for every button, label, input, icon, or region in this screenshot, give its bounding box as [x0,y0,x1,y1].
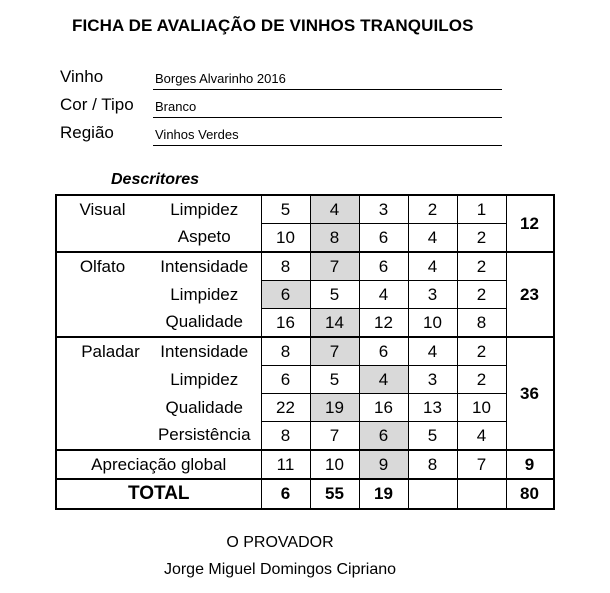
section-label-empty [56,366,148,394]
score-cell: 8 [408,450,457,479]
field-value: Vinhos Verdes [153,125,502,146]
total-label: TOTAL [127,483,190,504]
section-label-empty [56,224,148,253]
row-label: Limpidez [170,284,239,304]
score-cell: 2 [457,252,506,281]
section-paladar [56,337,554,450]
score-cell: 2 [457,224,506,253]
score-cell: 4 [408,252,457,281]
field-label: Cor / Tipo [60,95,134,114]
table-row [56,309,554,338]
table-row [56,337,554,366]
score-cell: 10 [310,450,359,479]
score-cell-selected: 4 [310,195,359,224]
descritores-heading: Descritores [111,171,200,188]
section-total: 9 [524,454,535,474]
score-cell: 2 [457,281,506,309]
field-value: Branco [153,97,502,118]
field-label: Região [60,123,114,142]
section-label-empty [56,309,148,338]
score-cell: 4 [408,337,457,366]
total-cell: 55 [310,479,359,509]
table-row [56,281,554,309]
field-cor-tipo [60,90,502,118]
row-label: Limpidez [170,199,239,219]
section-label: Visual [79,199,126,219]
section-olfato [56,252,554,337]
score-cell-selected: 4 [359,366,408,394]
table-row [56,195,554,224]
score-cell: 13 [408,394,457,422]
score-cell: 6 [359,252,408,281]
section-total: 36 [520,383,539,403]
table-row [56,450,554,479]
total-cell [408,479,457,509]
grand-total: 80 [520,484,539,503]
score-cell: 2 [457,366,506,394]
row-label: Aspeto [177,227,231,247]
section-label-empty [56,394,148,422]
table-row [56,366,554,394]
section-visual [56,195,554,252]
total-cell: 19 [359,479,408,509]
score-cell: 11 [261,450,310,479]
field-regiao [60,118,502,146]
row-label: Qualidade [165,312,243,332]
score-cell: 1 [457,195,506,224]
score-cell: 22 [261,394,310,422]
score-cell: 3 [408,281,457,309]
score-cell: 8 [261,252,310,281]
section-label: Olfato [79,256,126,276]
score-cell: 7 [457,450,506,479]
section-label-empty [56,281,148,309]
row-label: Intensidade [160,341,249,361]
footer-role: O PROVADOR [226,534,334,551]
score-cell: 6 [359,337,408,366]
score-cell: 2 [408,195,457,224]
row-label: Persistência [157,425,251,445]
score-cell: 10 [261,224,310,253]
evaluation-table [55,194,555,510]
score-cell-selected: 6 [261,281,310,309]
score-cell: 3 [408,366,457,394]
score-cell: 6 [359,224,408,253]
section-total: 12 [520,213,539,233]
table-row [56,252,554,281]
field-label: Vinho [60,67,104,86]
table-row [56,224,554,253]
score-cell-selected: 7 [310,337,359,366]
table-row [56,422,554,451]
score-cell: 6 [261,366,310,394]
score-cell: 10 [408,309,457,338]
score-cell: 4 [457,422,506,451]
table-row [56,394,554,422]
score-cell: 8 [457,309,506,338]
section-label: Paladar [81,341,140,361]
score-cell: 3 [359,195,408,224]
score-cell: 7 [310,422,359,451]
score-cell-selected: 14 [310,309,359,338]
total-cell: 6 [261,479,310,509]
score-cell: 5 [261,195,310,224]
score-cell: 8 [261,422,310,451]
score-cell: 4 [408,224,457,253]
score-cell: 12 [359,309,408,338]
field-vinho [60,62,502,90]
row-label: Limpidez [170,369,239,389]
section-label-empty [56,422,148,451]
section-total: 23 [520,284,539,304]
row-label: Qualidade [165,397,243,417]
section-total [56,479,554,509]
row-label: Intensidade [160,256,249,276]
score-cell: 16 [261,309,310,338]
score-cell: 8 [261,337,310,366]
score-cell-selected: 9 [359,450,408,479]
score-cell-selected: 6 [359,422,408,451]
score-cell-selected: 8 [310,224,359,253]
score-cell: 5 [310,281,359,309]
score-cell-selected: 19 [310,394,359,422]
table-row [56,479,554,509]
field-value: Borges Alvarinho 2016 [153,69,502,90]
footer-name: Jorge Miguel Domingos Cipriano [163,561,397,578]
total-cell [457,479,506,509]
global-label: Apreciação global [91,454,227,474]
score-cell: 16 [359,394,408,422]
score-cell: 5 [310,366,359,394]
score-cell: 4 [359,281,408,309]
section-global [56,450,554,479]
score-cell: 5 [408,422,457,451]
score-cell: 2 [457,337,506,366]
page-title: FICHA DE AVALIAÇÃO DE VINHOS TRANQUILOS [72,16,474,35]
score-cell: 10 [457,394,506,422]
score-cell-selected: 7 [310,252,359,281]
